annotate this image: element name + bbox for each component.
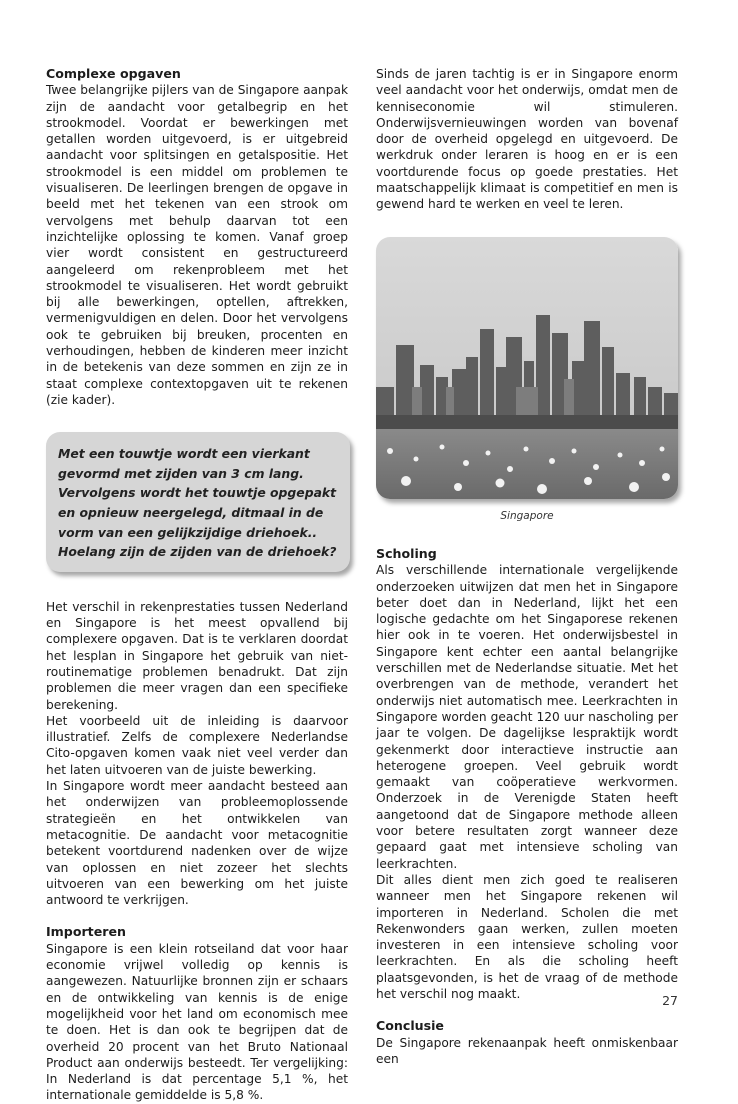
heading-scholing: Scholing [376,545,437,561]
paragraph-voorbeeld: Het voorbeeld uit de inleiding is daarvoor illustratief. Zelfs de complexere Nederlandse Cito-opgaven komen vaak niet veel verder dan het laten uitvoeren van de juiste bewerking. [46,713,348,777]
left-column [46,66,348,1104]
singapore-skyline-photo [376,237,678,499]
paragraph-complexe-opgaven: Twee belangrijke pijlers van de Singapore aanpak zijn de aandacht voor getalbegrip en het strookmodel. Voordat er bewerkingen met getallen worden uitgevoerd, is er uitgebreid aandacht voor splitsingen en getalspositie. Het strookmodel is een middel om problemen te visualiseren. De leerlingen brengen de opgave in beeld met het tekenen van een strook om vervolgens met behulp daarvan tot een inzichtelijke oplossing te komen. Vanaf groep vier wordt consistent en gestructureerd aangeleerd om rekenprobleem met het strookmodel te visualiseren. Het wordt gebruikt bij alle bewerkingen, optellen, aftrekken, vermenigvuldigen en delen. Door het vervolgens ook te gebruiken bij breuken, procenten en verhoudingen, hebben de kinderen meer inzicht in de betekenis van deze sommen en zijn ze in staat complexe contextopgaven uit te rekenen (zie kader). [46,83,348,407]
paragraph-conclusie: De Singapore rekenaanpak heeft onmiskenbaar een [376,1035,678,1066]
paragraph-rekenprestaties: Het verschil in rekenprestaties tussen Nederland en Singapore is het meest opvallend bij complexere opgaven. Dat is te verklaren doordat het lesplan in Singapore het gebruik van niet-routinematige problemen benadrukt. Dat zijn problemen die meer vragen dan een specifieke berekening. [46,599,348,712]
example-problem-box [46,432,350,572]
paragraph-importeren: Singapore is een klein rotseiland dat voor haar economie vrijwel volledig op kennis is aangewezen. Natuurlijke bronnen zijn er schaars en de ontwikkeling van kennis is de enige mogelijkheid voor het land om economisch mee te doen. Het is dan ook te begrijpen dat de overheid 20 procent van het Bruto Nationaal Product aan onderwijs besteedt. Ter vergelijking: In Nederland is dat percentage 5,1 %, het internationale gemiddelde is 5,8 %. [46,941,348,1103]
page-number: 27 [662,993,678,1008]
heading-importeren: Importeren [46,924,126,940]
example-problem-text: Met een touwtje wordt een vierkant gevormd met zijden van 3 cm lang. Vervolgens wordt het touwtje opgepakt en opnieuw neergelegd, ditmaal in de vorm van een gelijkzijdige driehoek.. Hoelang zijn de zijden van de driehoek? [58,446,337,560]
paragraph-scholing-2: Dit alles dient men zich goed te realiseren wanneer men het Singapore rekenen wil importeren in Nederland. Scholen die met Rekenwonders gaan werken, zullen moeten investeren in een intensieve scholing voor leerkrachten. En als die scholing heeft plaatsgevonden, is het de vraag of de methode het verschil nog maakt. [376,872,678,1001]
photo-caption: Singapore [500,509,554,522]
paragraph-metacognitie: In Singapore wordt meer aandacht besteed aan het onderwijzen van probleemoplossende strategieën en het ontwikkelen van metacognitie. De aandacht voor metacognitie betekent voortdurend nadenken over de wijze van oplossen en niet zozeer het slechts uitvoeren van een bewerking om het juiste antwoord te verkrijgen. [46,779,348,908]
paragraph-scholing-1: Als verschillende internationale vergelijkende onderzoeken uitwijzen dat men het in Singapore beter doet dan in Nederland, lijkt het een logische gedachte om het Singaporese rekenen hier ook in te voeren. Het onderwijsbestel in Singapore kent echter een aantal belangrijke verschillen met de Nederlandse situatie. Met het overbrengen van de methode, verandert het onderwijs niet automatisch mee. Leerkrachten in Singapore worden geacht 120 uur nascholing per jaar te volgen. De dagelijkse lespraktijk wordt gekenmerkt door interactieve instructie aan heterogene groepen. Veel gebruik wordt gemaakt van coöperatieve werkvormen. Onderzoek in de Verenigde Staten heeft aangetoond dat de Singapore methode alleen voor betere resultaten zorgt wanneer deze gepaard gaat met intensieve scholing van leerkrachten. [376,563,678,871]
right-column [376,66,678,1067]
paragraph-intro: Sinds de jaren tachtig is er in Singapore enorm veel aandacht voor het onderwijs, omdat men de kenniseconomie wil stimuleren. Onderwijsvernieuwingen worden van bovenaf door de overheid opgelegd en uitgevoerd. De werkdruk onder leraren is hoog en er is een voortdurende focus op goede prestaties. Het maatschappelijk klimaat is competitief en men is gewend hard te werken en veel te leren. [376,67,678,212]
heading-conclusie: Conclusie [376,1018,444,1034]
heading-complexe-opgaven: Complexe opgaven [46,66,181,81]
